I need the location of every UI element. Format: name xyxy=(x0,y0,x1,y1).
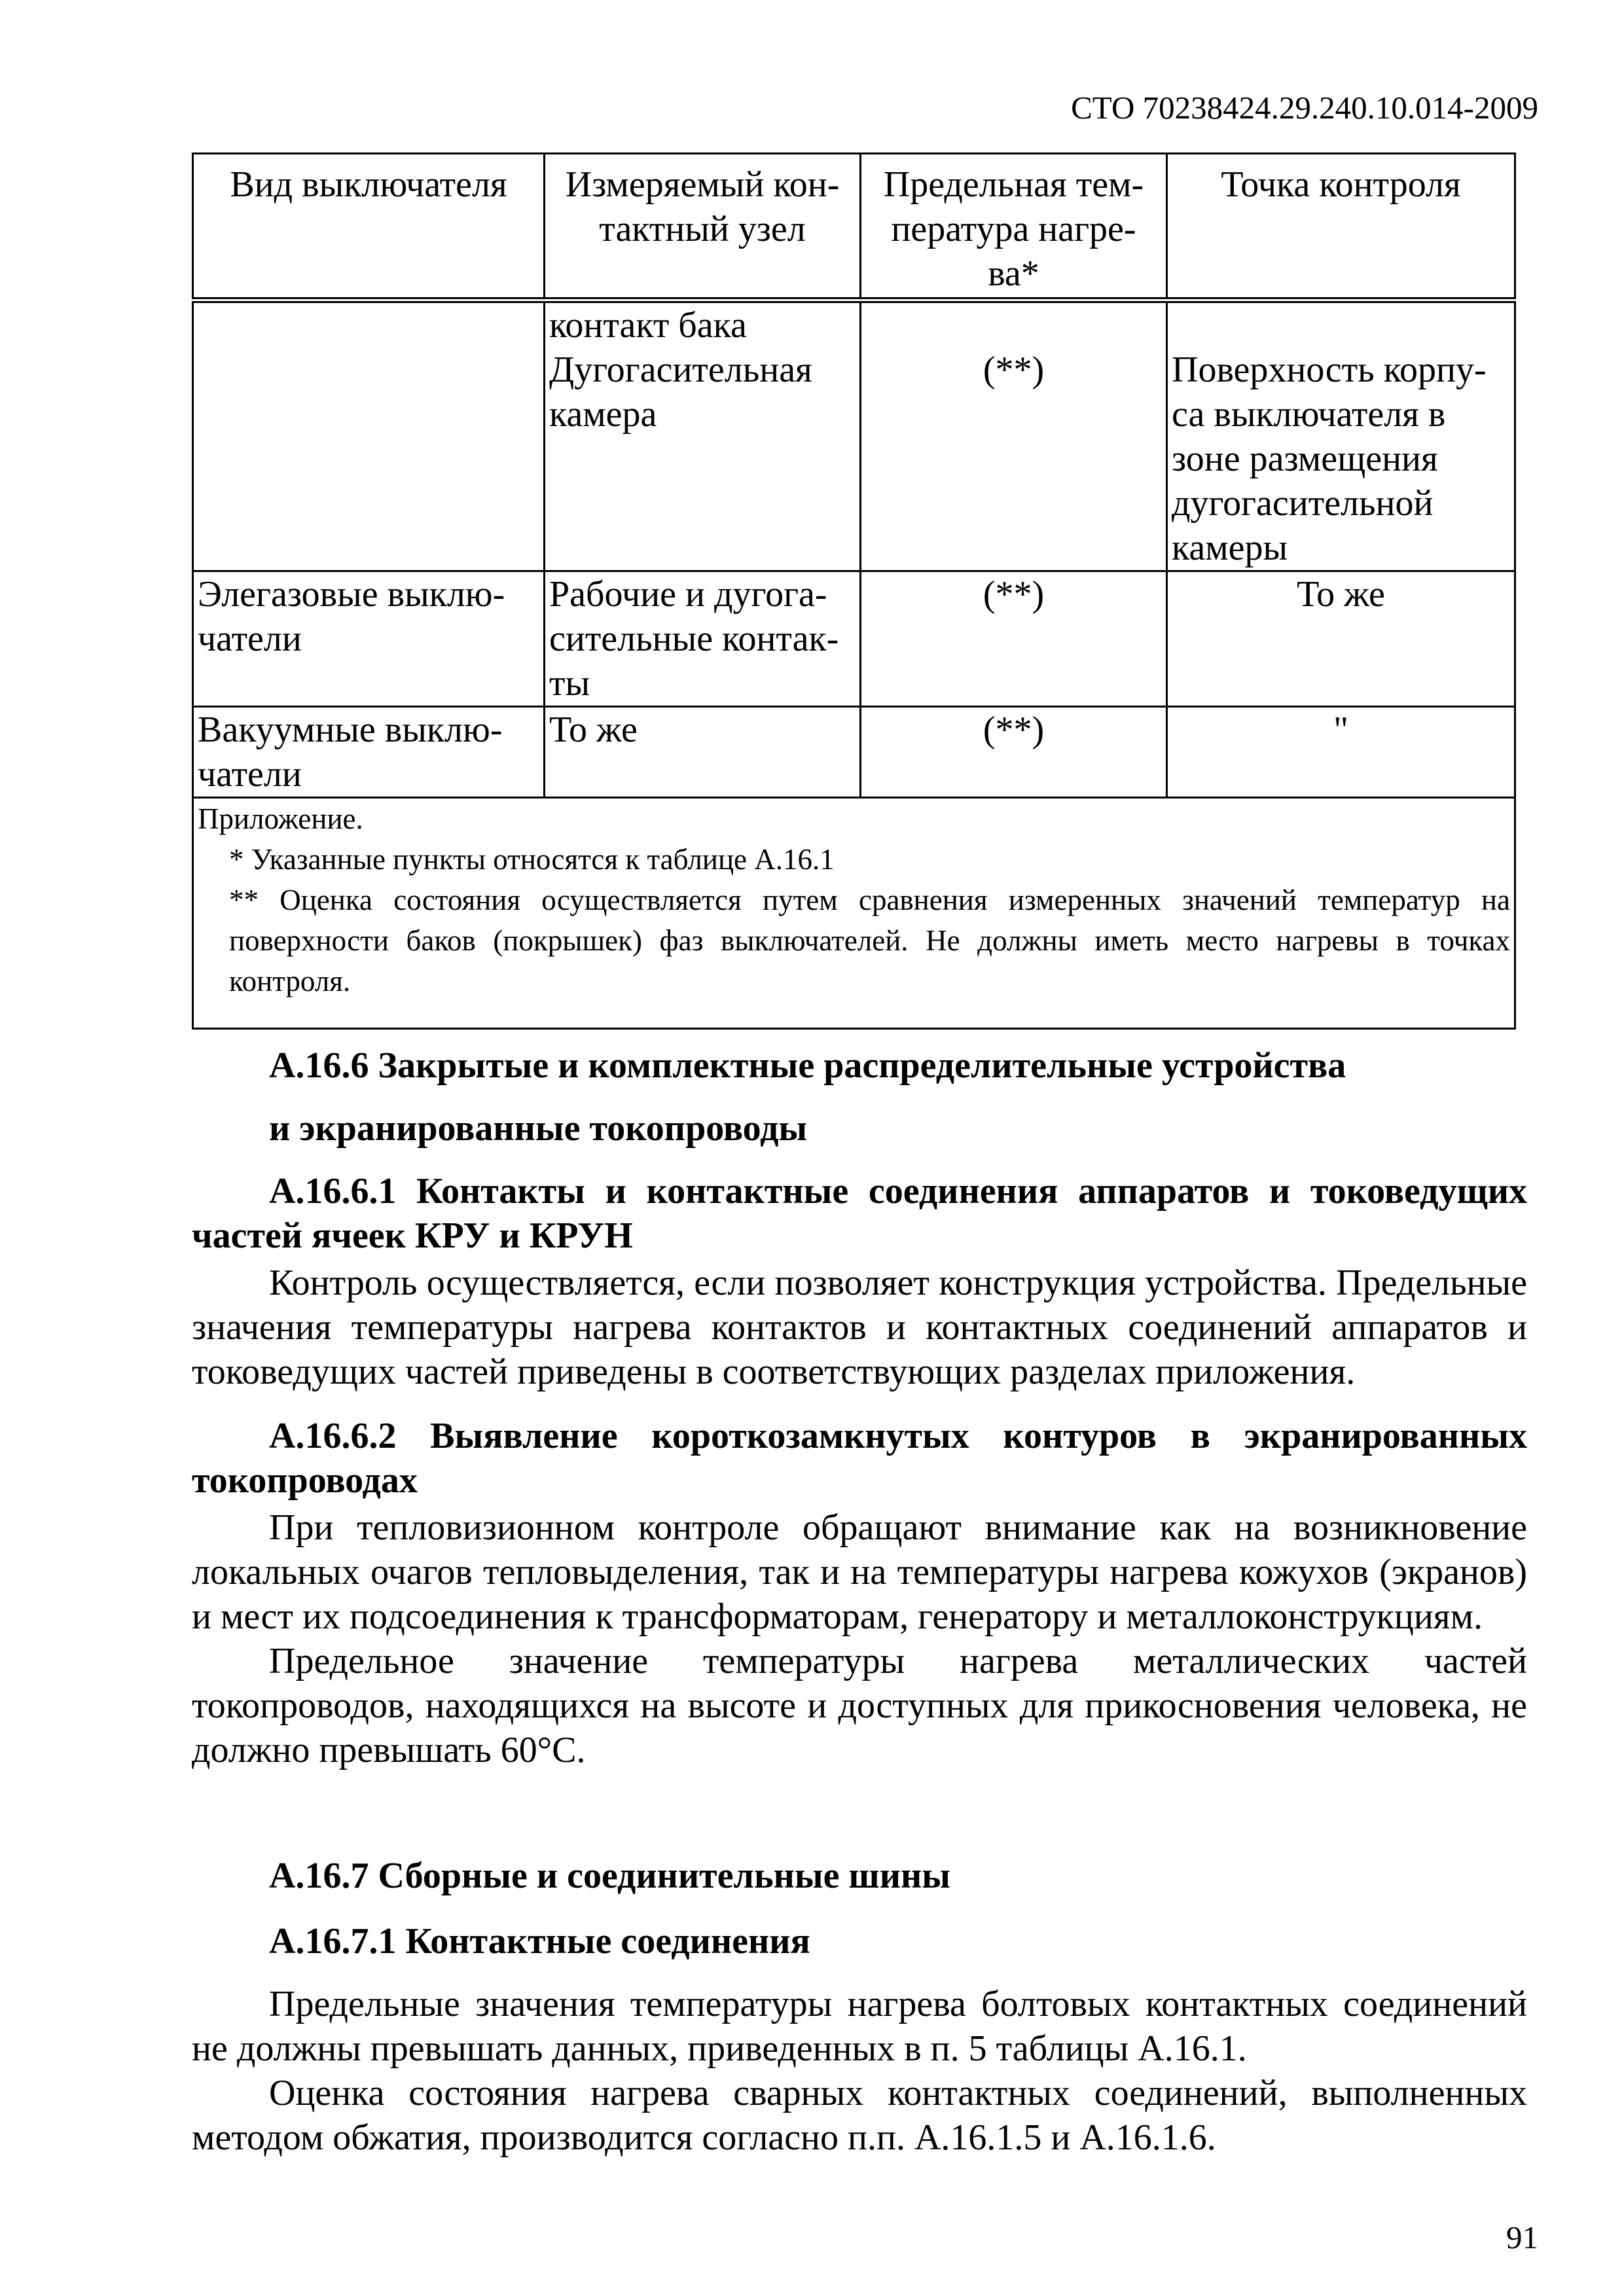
page-number: 91 xyxy=(1506,2219,1538,2255)
cell-contact-node: То же xyxy=(545,707,861,798)
cell-contact-node: Рабочие и дугога- сительные контак- ты xyxy=(545,571,861,707)
section-title: А.16.7 Сборные и соединительные шины xyxy=(269,1856,950,1896)
table-row xyxy=(193,300,1515,571)
table-note-row xyxy=(193,798,1515,1029)
table-note xyxy=(193,798,1515,1029)
cell-control-point: Поверхность корпу- са выключателя в зоне размещения дугогасительной камеры xyxy=(1167,300,1515,571)
header-contact-node: Измеряемый кон- тактный узел xyxy=(545,154,861,300)
header-limit-temp: Предельная тем- пература нагре- ва* xyxy=(861,154,1167,300)
cell-control-point: То же xyxy=(1167,571,1515,707)
table-row xyxy=(193,707,1515,798)
table-row xyxy=(193,571,1515,707)
header-control-point: Точка контроля xyxy=(1167,154,1515,300)
cell-breaker-type: Элегазовые выклю- чатели xyxy=(193,571,545,707)
subsection-title: А.16.6.1 Контакты и контактные соединения аппаратов и токоведущих частей ячеек КРУ и КРУН xyxy=(192,1171,1527,1256)
cell-contact-node: контакт бака Дугогасительная камера xyxy=(545,300,861,571)
cell-breaker-type: Вакуумные выклю- чатели xyxy=(193,707,545,798)
cell-control-point: " xyxy=(1167,707,1515,798)
paragraph: Контроль осуществляется, если позволяет конструкция устройства. Предельные значения температуры нагрева контактов и контактных соединений аппаратов и токоведущих частей приведены в соответствующих разделах приложения. xyxy=(192,1263,1527,1392)
breaker-table xyxy=(192,152,1516,1030)
table-header-row xyxy=(193,154,1515,300)
cell-limit-temp: (**) xyxy=(861,571,1167,707)
subsection-title: А.16.7.1 Контактные соединения xyxy=(269,1921,810,1962)
section-title: А.16.6 Закрытые и комплектные распределительные устройства xyxy=(269,1045,1346,1086)
note-line-1: * Указанные пункты относятся к таблице А.16.1 xyxy=(229,843,835,876)
section-title-cont: и экранированные токопроводы xyxy=(269,1108,808,1149)
document-code: СТО 70238424.29.240.10.014-2009 xyxy=(1071,90,1538,126)
cell-limit-temp: (**) xyxy=(861,707,1167,798)
subsection-title: А.16.6.2 Выявление короткозамкнутых контуров в экранированных токопроводах xyxy=(192,1416,1527,1501)
header-breaker-type: Вид выключателя xyxy=(193,154,545,300)
cell-breaker-type xyxy=(193,300,545,571)
note-line-2: ** Оценка состояния осуществляется путем сравнения измеренных значений температур на поверхности баков (покрышек) фаз выключателей. Не должны иметь место нагревы в точках контроля. xyxy=(229,884,1510,997)
cell-limit-temp: (**) xyxy=(861,300,1167,571)
paragraph: При тепловизионном контроле обращают внимание как на возникновение локальных очагов тепловыделения, так и на температуры нагрева кожухов (экранов) и мест их подсоединения к трансформаторам, генератору и металлоконструкциям. Предельное значение температуры нагрева металлических частей токопроводов, находящихся на высоте и доступных для прикосновения человека, не должно превышать 60°С. xyxy=(192,1507,1527,1770)
note-title: Приложение. xyxy=(198,802,363,835)
paragraph: Предельные значения температуры нагрева болтовых контактных соединений не должны превышать данных, приведенных в п. 5 таблицы А.16.1. Оценка состояния нагрева сварных контактных соединений, выполненных методом обжатия, производится согласно п.п. А.16.1.5 и А.16.1.6. xyxy=(192,1984,1527,2158)
